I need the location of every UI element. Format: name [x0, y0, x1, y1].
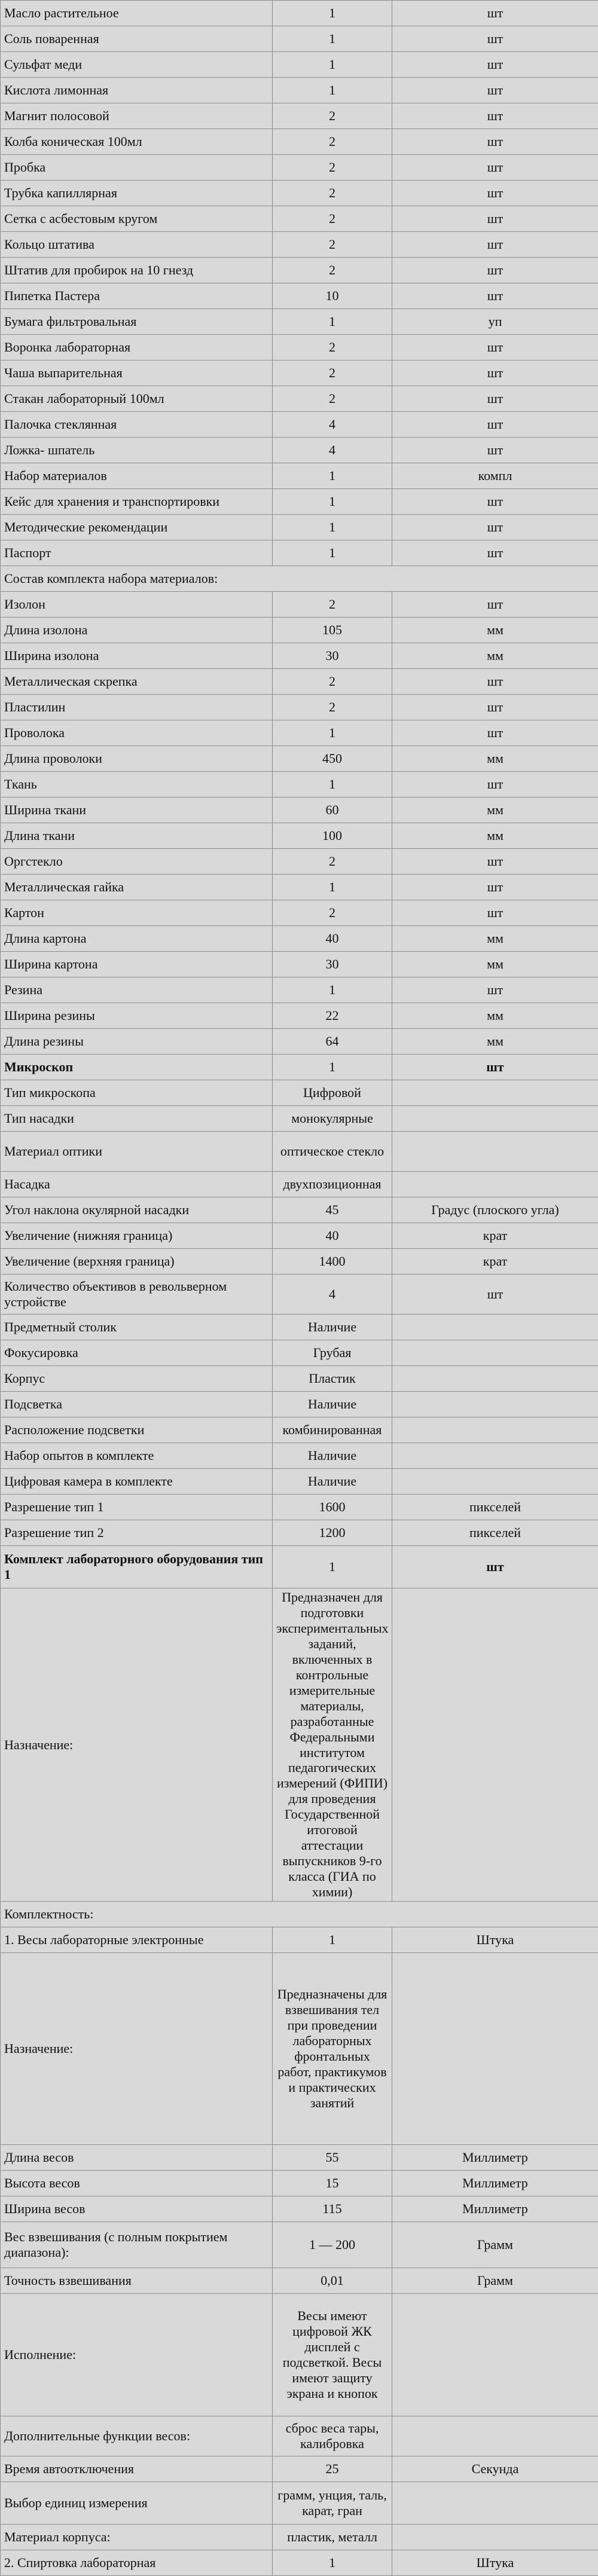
item-name-cell: Длина изолона: [1, 618, 273, 643]
item-unit-cell: мм: [392, 797, 598, 823]
item-unit-cell: [392, 2294, 598, 2416]
table-row: [1, 489, 598, 515]
table-row: [1, 129, 598, 155]
table-row: [1, 232, 598, 258]
item-unit-cell: компл: [392, 463, 598, 489]
item-value-cell: 4: [273, 438, 392, 463]
table-row: [1, 1223, 598, 1249]
table-row: [1, 1315, 598, 1340]
item-unit-cell: мм: [392, 1003, 598, 1029]
item-name-cell: Методические рекомендации: [1, 515, 273, 540]
item-unit-cell: шт: [392, 1275, 598, 1315]
item-name-cell: Паспорт: [1, 540, 273, 566]
item-name-cell: Ширина весов: [1, 2196, 273, 2222]
table-row: [1, 2456, 598, 2482]
item-value-cell: 1: [273, 1927, 392, 1953]
item-name-cell: Пластилин: [1, 695, 273, 720]
item-name-cell: Металлическая гайка: [1, 875, 273, 900]
item-unit-cell: [392, 1443, 598, 1469]
table-row: [1, 360, 598, 386]
item-value-cell: 2: [273, 181, 392, 206]
item-value-cell: 1: [273, 977, 392, 1003]
item-value-cell: 1: [273, 78, 392, 103]
item-name-cell: Увеличение (нижняя граница): [1, 1223, 273, 1249]
table-row: [1, 1520, 598, 1546]
item-name-cell: Ширина резины: [1, 1003, 273, 1029]
item-unit-cell: шт: [392, 412, 598, 438]
item-unit-cell: мм: [392, 643, 598, 669]
item-name-cell: Разрешение тип 2: [1, 1520, 273, 1546]
item-name-cell: Высота весов: [1, 2171, 273, 2196]
item-unit-cell: Штука: [392, 2550, 598, 2576]
item-name-cell: Длина весов: [1, 2145, 273, 2171]
item-name-cell: Длина резины: [1, 1029, 273, 1055]
table-row: [1, 1029, 598, 1055]
table-row: [1, 2268, 598, 2294]
table-row: [1, 1340, 598, 1366]
item-value-cell: 1: [273, 52, 392, 78]
item-name-cell: Бумага фильтровальная: [1, 309, 273, 335]
item-value-cell: 1: [273, 720, 392, 746]
table-row: [1, 926, 598, 952]
item-value-cell: 2: [273, 206, 392, 232]
item-value-cell: 1: [273, 463, 392, 489]
item-unit-cell: шт: [392, 515, 598, 540]
item-unit-cell: [392, 2482, 598, 2525]
item-unit-cell: шт: [392, 977, 598, 1003]
table-row: [1, 720, 598, 746]
table-row: [1, 875, 598, 900]
item-value-cell: 2: [273, 103, 392, 129]
item-name-cell: Сетка с асбестовым кругом: [1, 206, 273, 232]
item-value-cell: 1: [273, 875, 392, 900]
table-row: [1, 103, 598, 129]
table-row: [1, 1003, 598, 1029]
item-unit-cell: шт: [392, 849, 598, 875]
item-value-cell: 55: [273, 2145, 392, 2171]
item-unit-cell: Миллиметр: [392, 2171, 598, 2196]
item-value-cell: оптическое стекло: [273, 1132, 392, 1172]
item-unit-cell: шт: [392, 386, 598, 412]
item-name-cell: Длина картона: [1, 926, 273, 952]
item-value-cell: Предназначены для взвешивания тел при проведении лабораторных фронтальных работ, практикумов и практических занятий: [273, 1953, 392, 2145]
item-name-cell: Штатив для пробирок на 10 гнезд: [1, 258, 273, 283]
table-row: [1, 1546, 598, 1588]
item-name-cell: Дополнительные функции весов:: [1, 2416, 273, 2456]
item-unit-cell: пикселей: [392, 1495, 598, 1520]
section-heading-cell: Состав комплекта набора материалов:: [1, 566, 598, 592]
item-value-cell: 60: [273, 797, 392, 823]
item-value-cell: монокулярные: [273, 1106, 392, 1132]
table-row: [1, 2222, 598, 2268]
item-value-cell: Наличие: [273, 1443, 392, 1469]
item-unit-cell: [392, 1588, 598, 1902]
item-unit-cell: мм: [392, 618, 598, 643]
table-row: [1, 618, 598, 643]
item-value-cell: 40: [273, 1223, 392, 1249]
item-value-cell: 30: [273, 643, 392, 669]
item-name-cell: Пипетка Пастера: [1, 283, 273, 309]
item-name-cell: Выбор единиц измерения: [1, 2482, 273, 2525]
item-value-cell: 1: [273, 772, 392, 797]
item-name-cell: Магнит полосовой: [1, 103, 273, 129]
table-row: [1, 746, 598, 772]
table-row: [1, 1275, 598, 1315]
section-heading-cell: Комплектность:: [1, 1902, 598, 1927]
table-row: [1, 1197, 598, 1223]
item-unit-cell: шт: [392, 772, 598, 797]
table-row: [1, 386, 598, 412]
item-name-cell: Набор материалов: [1, 463, 273, 489]
item-value-cell: 25: [273, 2456, 392, 2482]
item-value-cell: 1: [273, 489, 392, 515]
item-name-cell: 2. Спиртовка лабораторная: [1, 2550, 273, 2576]
item-name-cell: Изолон: [1, 592, 273, 618]
table-row: [1, 1417, 598, 1443]
table-row: [1, 823, 598, 849]
item-name-cell: Назначение:: [1, 1588, 273, 1902]
item-name-cell: Разрешение тип 1: [1, 1495, 273, 1520]
table-row: [1, 1927, 598, 1953]
item-value-cell: Пластик: [273, 1366, 392, 1392]
item-name-cell: Оргстекло: [1, 849, 273, 875]
item-value-cell: 1: [273, 309, 392, 335]
item-name-cell: Картон: [1, 900, 273, 926]
table-row: [1, 977, 598, 1003]
item-unit-cell: мм: [392, 952, 598, 977]
table-row: [1, 258, 598, 283]
item-value-cell: 105: [273, 618, 392, 643]
item-value-cell: 2: [273, 695, 392, 720]
item-unit-cell: шт: [392, 592, 598, 618]
item-name-cell: Вес взвешивания (с полным покрытием диапазона):: [1, 2222, 273, 2268]
table-row: [1, 206, 598, 232]
item-value-cell: 2: [273, 900, 392, 926]
table-row: [1, 1, 598, 26]
table-row: [1, 952, 598, 977]
item-value-cell: 22: [273, 1003, 392, 1029]
item-unit-cell: шт: [392, 360, 598, 386]
item-unit-cell: шт: [392, 540, 598, 566]
item-unit-cell: шт: [392, 875, 598, 900]
item-name-cell: Сульфат меди: [1, 52, 273, 78]
table-row: [1, 155, 598, 181]
item-unit-cell: [392, 1366, 598, 1392]
table-row: [1, 1132, 598, 1172]
table-row: [1, 181, 598, 206]
item-unit-cell: [392, 1340, 598, 1366]
item-unit-cell: шт: [392, 78, 598, 103]
item-unit-cell: шт: [392, 900, 598, 926]
table-row: [1, 463, 598, 489]
item-value-cell: 100: [273, 823, 392, 849]
item-name-cell: Цифровая камера в комплекте: [1, 1469, 273, 1495]
item-value-cell: Грубая: [273, 1340, 392, 1366]
item-name-cell: Ложка- шпатель: [1, 438, 273, 463]
item-value-cell: 4: [273, 1275, 392, 1315]
item-unit-cell: шт: [392, 438, 598, 463]
item-name-cell: Ткань: [1, 772, 273, 797]
item-value-cell: 1600: [273, 1495, 392, 1520]
item-name-cell: Кислота лимонная: [1, 78, 273, 103]
item-value-cell: 1 — 200: [273, 2222, 392, 2268]
table-row: [1, 438, 598, 463]
table-row: [1, 1106, 598, 1132]
table-row: [1, 849, 598, 875]
item-unit-cell: [392, 1315, 598, 1340]
table-row: [1, 1392, 598, 1417]
table-row: [1, 2416, 598, 2456]
table-row: [1, 2171, 598, 2196]
table-row: [1, 78, 598, 103]
item-value-cell: 2: [273, 232, 392, 258]
item-value-cell: 115: [273, 2196, 392, 2222]
item-name-cell: Материал оптики: [1, 1132, 273, 1172]
table-row: [1, 1443, 598, 1469]
item-unit-cell: [392, 2525, 598, 2550]
item-value-cell: двухпозиционная: [273, 1172, 392, 1197]
item-unit-cell: шт: [392, 283, 598, 309]
table-row: [1, 52, 598, 78]
item-name-cell: Время автоотключения: [1, 2456, 273, 2482]
item-value-cell: 1: [273, 1, 392, 26]
item-name-cell: Точность взвешивания: [1, 2268, 273, 2294]
item-unit-cell: шт: [392, 181, 598, 206]
item-unit-cell: шт: [392, 155, 598, 181]
item-value-cell: 0,01: [273, 2268, 392, 2294]
table-row: [1, 2525, 598, 2550]
item-value-cell: грамм, унция, таль, карат, гран: [273, 2482, 392, 2525]
item-unit-cell: пикселей: [392, 1520, 598, 1546]
table-row: [1, 1588, 598, 1902]
item-unit-cell: [392, 1392, 598, 1417]
item-value-cell: 2: [273, 849, 392, 875]
item-value-cell: 1: [273, 1546, 392, 1588]
item-name-cell: Комплект лабораторного оборудования тип 1: [1, 1546, 273, 1588]
item-unit-cell: [392, 1106, 598, 1132]
item-value-cell: Наличие: [273, 1315, 392, 1340]
item-value-cell: 1: [273, 26, 392, 52]
item-value-cell: 450: [273, 746, 392, 772]
item-name-cell: Материал корпуса:: [1, 2525, 273, 2550]
table-row: [1, 2196, 598, 2222]
item-name-cell: Набор опытов в комплекте: [1, 1443, 273, 1469]
table-row: [1, 412, 598, 438]
table-row: [1, 1953, 598, 2145]
item-unit-cell: Градус (плоского угла): [392, 1197, 598, 1223]
item-unit-cell: [392, 1172, 598, 1197]
item-name-cell: Подсветка: [1, 1392, 273, 1417]
item-name-cell: Увеличение (верхняя граница): [1, 1249, 273, 1275]
item-unit-cell: крат: [392, 1249, 598, 1275]
table-row: [1, 1495, 598, 1520]
table-row: [1, 772, 598, 797]
item-name-cell: Тип насадки: [1, 1106, 273, 1132]
item-name-cell: Кейс для хранения и транспортировки: [1, 489, 273, 515]
item-unit-cell: шт: [392, 26, 598, 52]
item-value-cell: 2: [273, 129, 392, 155]
item-name-cell: Масло растительное: [1, 1, 273, 26]
item-name-cell: Палочка стеклянная: [1, 412, 273, 438]
item-name-cell: Фокусировка: [1, 1340, 273, 1366]
table-row: [1, 1469, 598, 1495]
table-row: [1, 540, 598, 566]
item-unit-cell: [392, 1132, 598, 1172]
item-value-cell: 1: [273, 540, 392, 566]
table-row: [1, 2145, 598, 2171]
item-unit-cell: шт: [392, 669, 598, 695]
item-name-cell: Чаша выпарительная: [1, 360, 273, 386]
item-value-cell: 1400: [273, 1249, 392, 1275]
item-unit-cell: [392, 2416, 598, 2456]
item-unit-cell: шт: [392, 1055, 598, 1080]
item-name-cell: Исполнение:: [1, 2294, 273, 2416]
item-name-cell: Длина ткани: [1, 823, 273, 849]
table-row: [1, 1366, 598, 1392]
item-name-cell: Ширина изолона: [1, 643, 273, 669]
item-value-cell: сброс веса тары, калибровка: [273, 2416, 392, 2456]
item-name-cell: Металлическая скрепка: [1, 669, 273, 695]
item-unit-cell: шт: [392, 232, 598, 258]
item-name-cell: Воронка лабораторная: [1, 335, 273, 360]
item-value-cell: 2: [273, 258, 392, 283]
item-unit-cell: Штука: [392, 1927, 598, 1953]
item-unit-cell: шт: [392, 720, 598, 746]
item-value-cell: Цифровой: [273, 1080, 392, 1106]
table-row: [1, 1055, 598, 1080]
item-unit-cell: Грамм: [392, 2222, 598, 2268]
item-unit-cell: мм: [392, 926, 598, 952]
item-name-cell: Колба коническая 100мл: [1, 129, 273, 155]
item-name-cell: Предметный столик: [1, 1315, 273, 1340]
item-name-cell: Корпус: [1, 1366, 273, 1392]
item-value-cell: 1: [273, 2550, 392, 2576]
item-unit-cell: шт: [392, 52, 598, 78]
item-unit-cell: уп: [392, 309, 598, 335]
table-row: [1, 1249, 598, 1275]
item-name-cell: Кольцо штатива: [1, 232, 273, 258]
item-name-cell: Длина проволоки: [1, 746, 273, 772]
table-row: [1, 26, 598, 52]
item-value-cell: 2: [273, 669, 392, 695]
item-unit-cell: шт: [392, 129, 598, 155]
item-unit-cell: шт: [392, 1, 598, 26]
table-row: [1, 1902, 598, 1927]
item-value-cell: 30: [273, 952, 392, 977]
item-name-cell: Соль поваренная: [1, 26, 273, 52]
item-value-cell: 1200: [273, 1520, 392, 1546]
item-unit-cell: мм: [392, 1029, 598, 1055]
item-unit-cell: Секунда: [392, 2456, 598, 2482]
table-row: [1, 283, 598, 309]
table-row: [1, 566, 598, 592]
item-value-cell: 40: [273, 926, 392, 952]
item-value-cell: комбинированная: [273, 1417, 392, 1443]
table-row: [1, 335, 598, 360]
item-value-cell: 10: [273, 283, 392, 309]
item-value-cell: 1: [273, 1055, 392, 1080]
table-row: [1, 797, 598, 823]
table-row: [1, 2294, 598, 2416]
item-value-cell: Весы имеют цифровой ЖК дисплей с подсветкой. Весы имеют защиту экрана и кнопок: [273, 2294, 392, 2416]
item-name-cell: Расположение подсветки: [1, 1417, 273, 1443]
item-value-cell: Наличие: [273, 1392, 392, 1417]
item-unit-cell: Миллиметр: [392, 2145, 598, 2171]
item-unit-cell: шт: [392, 1546, 598, 1588]
item-name-cell: Ширина картона: [1, 952, 273, 977]
item-name-cell: Угол наклона окулярной насадки: [1, 1197, 273, 1223]
item-unit-cell: [392, 1953, 598, 2145]
item-value-cell: Наличие: [273, 1469, 392, 1495]
table-row: [1, 2550, 598, 2576]
item-unit-cell: шт: [392, 335, 598, 360]
specification-table-body: [1, 1, 598, 2576]
item-name-cell: Пробка: [1, 155, 273, 181]
table-row: [1, 2482, 598, 2525]
item-name-cell: Стакан лабораторный 100мл: [1, 386, 273, 412]
table-row: [1, 900, 598, 926]
item-unit-cell: [392, 1469, 598, 1495]
item-name-cell: Ширина ткани: [1, 797, 273, 823]
item-value-cell: пластик, металл: [273, 2525, 392, 2550]
table-row: [1, 1172, 598, 1197]
item-unit-cell: мм: [392, 746, 598, 772]
item-value-cell: 1: [273, 515, 392, 540]
item-unit-cell: крат: [392, 1223, 598, 1249]
table-row: [1, 643, 598, 669]
item-value-cell: 64: [273, 1029, 392, 1055]
item-value-cell: 45: [273, 1197, 392, 1223]
item-value-cell: 2: [273, 360, 392, 386]
item-value-cell: Предназначен для подготовки экспериментальных заданий, включенных в контрольные измерительные материалы, разработанные Федеральными институтом педагогических измерений (ФИПИ) для проведения Государственной итоговой аттестации выпускников 9-го класса (ГИА по химии): [273, 1588, 392, 1902]
item-unit-cell: мм: [392, 823, 598, 849]
table-row: [1, 592, 598, 618]
item-unit-cell: шт: [392, 103, 598, 129]
item-name-cell: Микроскоп: [1, 1055, 273, 1080]
item-name-cell: Проволока: [1, 720, 273, 746]
item-name-cell: Тип микроскопа: [1, 1080, 273, 1106]
item-name-cell: Насадка: [1, 1172, 273, 1197]
item-value-cell: 4: [273, 412, 392, 438]
item-unit-cell: шт: [392, 206, 598, 232]
table-row: [1, 1080, 598, 1106]
table-row: [1, 515, 598, 540]
item-name-cell: Трубка капиллярная: [1, 181, 273, 206]
item-value-cell: 2: [273, 386, 392, 412]
item-unit-cell: шт: [392, 489, 598, 515]
item-unit-cell: Миллиметр: [392, 2196, 598, 2222]
item-name-cell: Назначение:: [1, 1953, 273, 2145]
item-unit-cell: Грамм: [392, 2268, 598, 2294]
table-row: [1, 695, 598, 720]
item-unit-cell: шт: [392, 695, 598, 720]
item-name-cell: Резина: [1, 977, 273, 1003]
table-row: [1, 309, 598, 335]
item-value-cell: 2: [273, 335, 392, 360]
item-unit-cell: шт: [392, 258, 598, 283]
item-value-cell: 2: [273, 155, 392, 181]
table-row: [1, 669, 598, 695]
item-unit-cell: [392, 1080, 598, 1106]
item-name-cell: 1. Весы лабораторные электронные: [1, 1927, 273, 1953]
item-value-cell: 15: [273, 2171, 392, 2196]
item-name-cell: Количество объективов в револьверном устройстве: [1, 1275, 273, 1315]
item-unit-cell: [392, 1417, 598, 1443]
item-value-cell: 2: [273, 592, 392, 618]
